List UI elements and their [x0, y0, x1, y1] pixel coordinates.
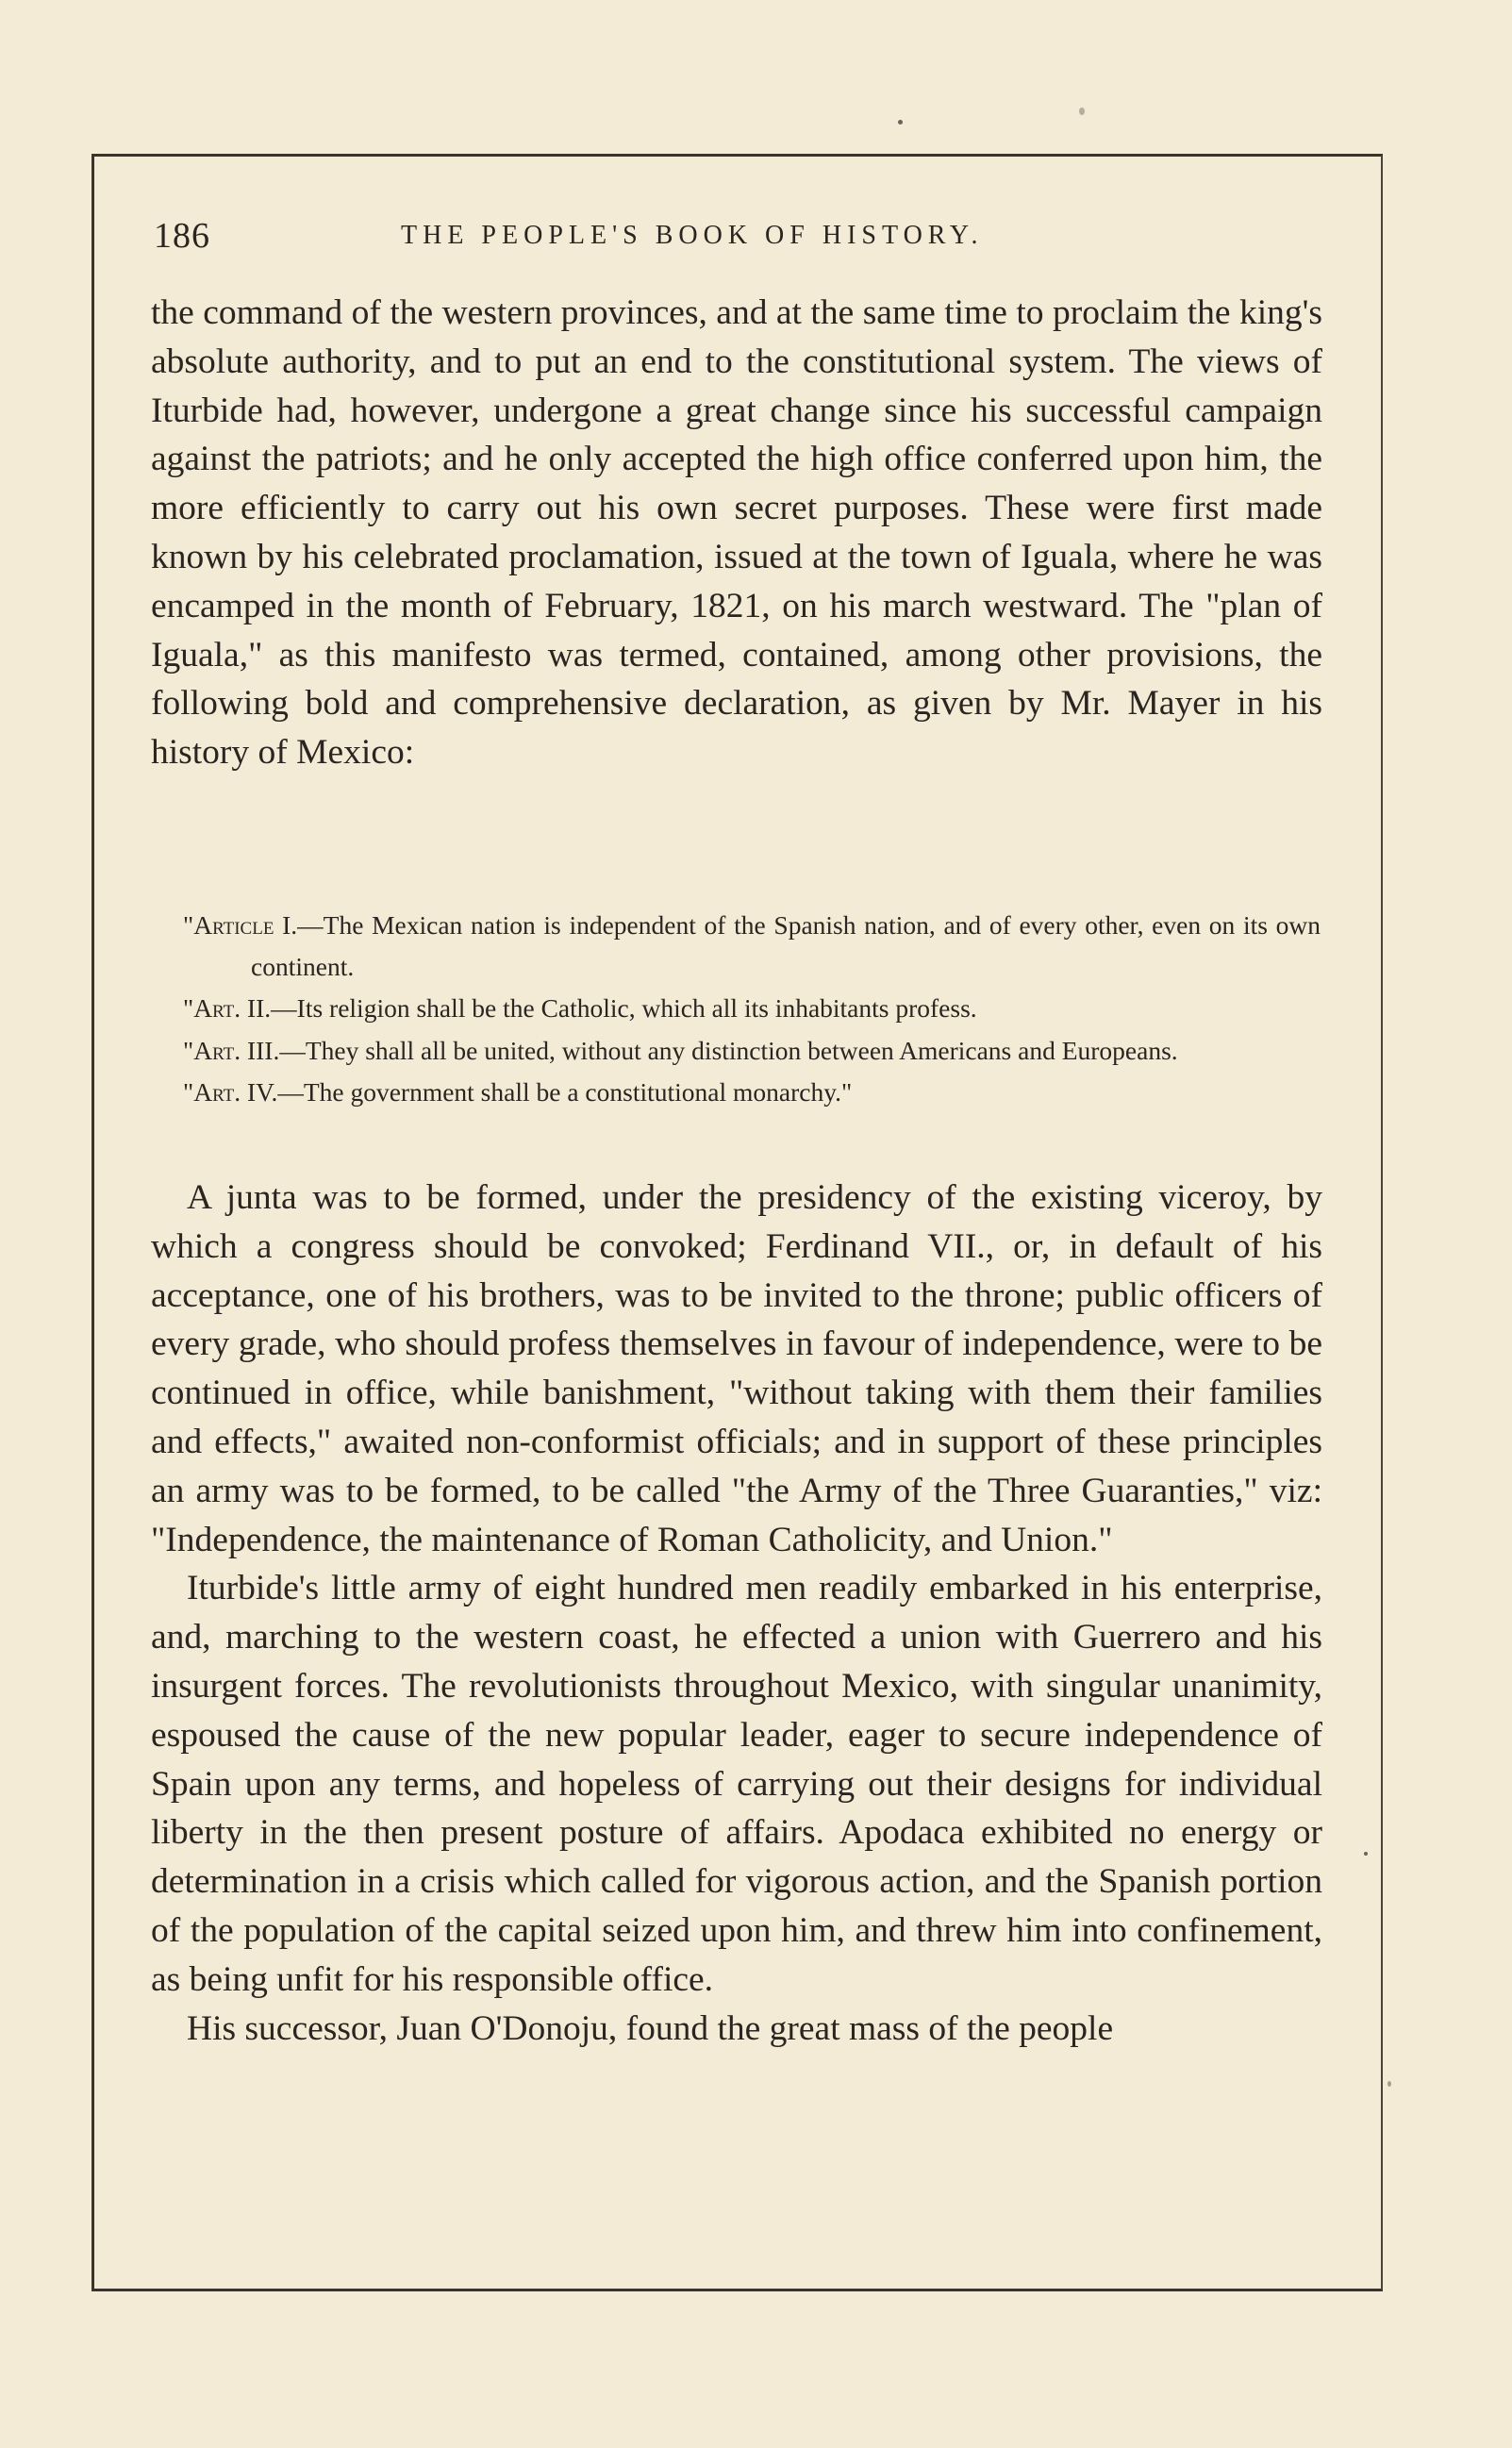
page-header: [154, 215, 1323, 262]
article-4-label: "Art. IV.: [183, 1076, 278, 1107]
body-text-bottom: [151, 1174, 1322, 2053]
article-4-text: —The government shall be a constitutional monarchy.": [277, 1076, 853, 1107]
paragraph-2: A junta was to be formed, under the presidency of the existing viceroy, by which a congress should be convoked; Ferdinand VII., or, in default of his acceptance, one of his brothers, was to be invited to the throne; public officers of every grade, who should profess themselves in favour of independence, were to be continued in office, while banishment, "without taking with them their families and effects," awaited non-conformist officials; and in support of these principles an army was to be formed, to be called "the Army of the Three Guaranties," viz: "Independence, the maintenance of Roman Catholicity, and Union.": [151, 1178, 1322, 1559]
paper-speck: [898, 120, 903, 125]
article-1-label: "Article I.: [183, 910, 298, 940]
running-title: THE PEOPLE'S BOOK OF HISTORY.: [401, 221, 984, 250]
article-4: [183, 1072, 1321, 1113]
page-number: 186: [154, 216, 210, 256]
article-3-label: "Art. III.: [183, 1035, 280, 1065]
article-3: [183, 1030, 1321, 1072]
paper-speck: [1364, 1852, 1368, 1856]
article-2-label: "Art. II.: [183, 993, 272, 1024]
paragraph-1: the command of the western provinces, and at the same time to proclaim the king's absolute authority, and to put an end to the constitutional system. The views of Iturbide had, however, undergone a great change since his successful campaign against the patriots; and he only accepted the high office conferred upon him, the more efficiently to carry out his own secret purposes. These were first made known by his celebrated proclamation, issued at the town of Iguala, where he was encamped in the month of February, 1821, on his march westward. The "plan of Iguala," as this manifesto was termed, contained, among other provisions, the following bold and comprehensive declaration, as given by Mr. Mayer in his history of Mexico:: [151, 293, 1322, 773]
paper-speck: [1079, 108, 1085, 115]
article-1: [183, 905, 1321, 988]
paper-speck: [1387, 2081, 1391, 2087]
article-3-text: —They shall all be united, without any distinction between Americans and Europeans.: [279, 1035, 1178, 1065]
paragraph-4: His successor, Juan O'Donoju, found the great mass of the people: [187, 2008, 1114, 2048]
body-text-top: [151, 289, 1322, 777]
article-2-text: —Its religion shall be the Catholic, which all its inhabitants profess.: [271, 993, 977, 1024]
paragraph-3: Iturbide's little army of eight hundred men readily embarked in his enterprise, and, marching to the western coast, he effected a union with Guerrero and his insurgent forces. The revolutionists throughout Mexico, with singular unanimity, espoused the cause of the new popular leader, eager to secure independence of Spain upon any terms, and hopeless of carrying out their designs for individual liberty in the then present posture of affairs. Apodaca exhibited no energy or determination in a crisis which called for vigorous action, and the Spanish portion of the population of the capital seized upon him, and threw him into confinement, as being unfit for his responsible office.: [151, 1569, 1322, 1999]
article-2: [183, 988, 1321, 1029]
article-quotation-block: [183, 905, 1321, 1113]
article-1-text: —The Mexican nation is independent of the Spanish nation, and of every other, even on its own continent.: [251, 910, 1321, 982]
